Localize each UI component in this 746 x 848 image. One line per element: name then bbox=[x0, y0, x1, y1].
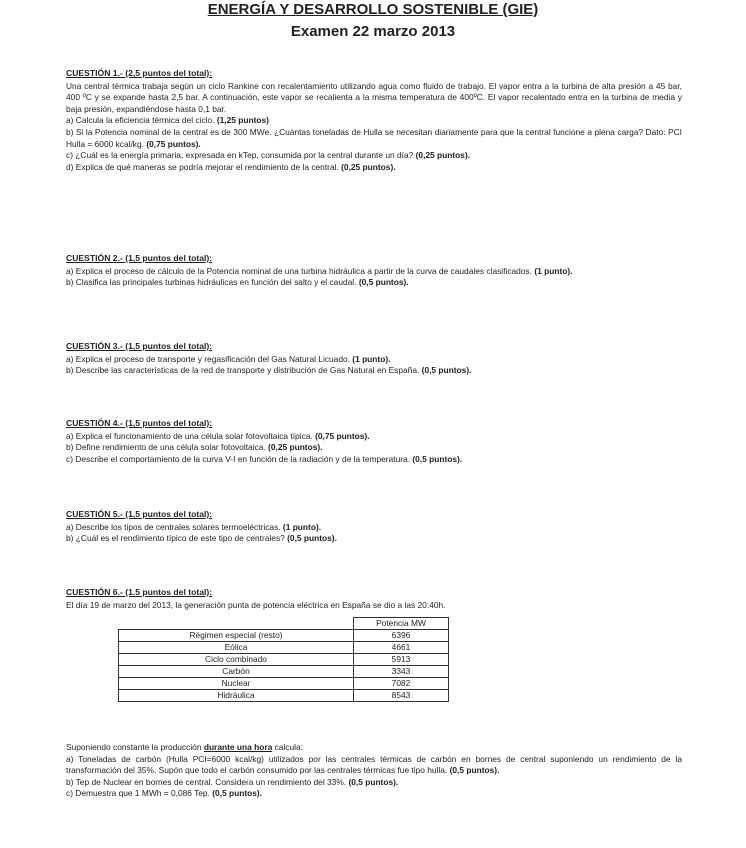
question-4-item-b: b) Define rendimiento de una célula solar fotovoltaica. (0,25 puntos). bbox=[66, 442, 323, 453]
question-2 bbox=[66, 253, 682, 289]
question-2-item-a: a) Explica el proceso de cálculo de la Potencia nominal de una turbina hidráulica a partir de la curva de caudales clasificados. (1 punto). bbox=[66, 265, 573, 276]
table-cell-source: Régimen especial (resto) bbox=[119, 630, 354, 642]
table-cell-source: Eólica bbox=[119, 642, 354, 654]
question-6-tasks bbox=[66, 742, 682, 800]
table-cell-source: Carbón bbox=[119, 666, 354, 678]
table-row bbox=[119, 678, 449, 690]
table-row bbox=[119, 690, 449, 702]
table-header-potencia: Potencia MW bbox=[354, 618, 449, 630]
question-6-heading: CUESTIÓN 6.- (1.5 puntos del total): bbox=[66, 587, 213, 597]
question-5-item-b: b) ¿Cuál es el rendimiento típico de este tipo de centrales? (0,5 puntos). bbox=[66, 533, 337, 544]
question-6-item-c: c) Demuestra que 1 MWh = 0,086 Tep. (0,5 puntos). bbox=[66, 788, 263, 799]
question-4-heading: CUESTIÓN 4.- (1,5 puntos del total): bbox=[66, 418, 213, 428]
question-1-item-a: a) Calcula la eficiencia térmica del ciclo. (1,25 puntos) bbox=[66, 115, 269, 126]
table-cell-source: Hidráulica bbox=[119, 690, 354, 702]
question-1-item-d: d) Explica de qué maneras se podría mejorar el rendimiento de la central. (0,25 puntos). bbox=[66, 161, 396, 172]
table-row bbox=[119, 654, 449, 666]
question-5-heading: CUESTIÓN 5.- (1,5 puntos del total): bbox=[66, 509, 213, 519]
question-3 bbox=[66, 341, 682, 377]
question-1-intro: Una central térmica trabaja según un ciclo Rankine con recalentamiento utilizando agua como fluido de trabajo. El vapor entra a la turbina de alta presión a 45 bar, 400 ºC y se expande hasta 2,5 bar. A continuación, este vapor se recalienta a la misma temperatura de 400ºC. El vapor recalentado entra en la turbina de media y baja presión, expandiéndose hasta 0,1 bar. bbox=[66, 80, 682, 114]
question-6-item-b: b) Tep de Nuclear en bornes de central. Considera un rendimiento del 33%. (0,5 puntos). bbox=[66, 776, 399, 787]
question-1 bbox=[66, 68, 682, 173]
question-6 bbox=[66, 587, 682, 611]
table-header-row bbox=[119, 618, 449, 630]
table-cell-value: 3343 bbox=[354, 666, 449, 678]
question-1-item-b: b) Si la Potencia nominal de la central es de 300 MWe. ¿Cuántas toneladas de Hulla se necesitan diariamente para que la central funcione a plena carga? Dato: PCI Hulla = 6000 kcal/kg. (0,75 puntos). bbox=[66, 126, 682, 149]
table-cell-value: 4661 bbox=[354, 642, 449, 654]
question-4-item-a: a) Explica el funcionamiento de una célula solar fotovoltaica típica. (0,75 puntos). bbox=[66, 430, 370, 441]
question-1-heading: CUESTIÓN 1.- (2,5 puntos del total): bbox=[66, 68, 213, 78]
question-5-item-a: a) Describe los tipos de centrales solares termoeléctricas. (1 punto). bbox=[66, 521, 322, 532]
question-6-intro: El día 19 de marzo del 2013, la generación punta de potencia eléctrica en España se dio a las 20:40h. bbox=[66, 599, 446, 610]
question-6-item-a: a) Toneladas de carbón (Hulla PCI=6000 kcal/kg) utilizados por las centrales térmicas de carbón en bornes de central suponiendo un rendimiento de la transformación del 35%. Supón que todo el carbón consumido por las centrales térmicas fue tipo hulla. (0,5 puntos). bbox=[66, 753, 682, 776]
table-row bbox=[119, 630, 449, 642]
table-cell-value: 6396 bbox=[354, 630, 449, 642]
table-row bbox=[119, 642, 449, 654]
question-2-heading: CUESTIÓN 2.- (1,5 puntos del total): bbox=[66, 253, 213, 263]
question-6-suppose: Suponiendo constante la producción durante una hora calcula: bbox=[66, 742, 303, 752]
table-cell-value: 8543 bbox=[354, 690, 449, 702]
table-cell-value: 7082 bbox=[354, 678, 449, 690]
question-3-heading: CUESTIÓN 3.- (1,5 puntos del total): bbox=[66, 341, 213, 351]
question-5 bbox=[66, 509, 682, 545]
table-cell-source: Nuclear bbox=[119, 678, 354, 690]
table-row bbox=[119, 666, 449, 678]
question-4 bbox=[66, 418, 682, 465]
question-1-item-c: c) ¿Cuál es la energía primaria, expresada en kTep, consumida por la central durante un día? (0,25 puntos). bbox=[66, 150, 471, 161]
document-title: ENERGÍA Y DESARROLLO SOSTENIBLE (GIE) bbox=[207, 1, 539, 18]
question-3-item-b: b) Describe las características de la red de transporte y distribución de Gas Natural en España. (0,5 puntos). bbox=[66, 365, 472, 376]
table-cell-source: Ciclo combinado bbox=[119, 654, 354, 666]
question-3-item-a: a) Explica el proceso de transporte y regasificación del Gas Natural Licuado. (1 punto). bbox=[66, 353, 391, 364]
generation-table bbox=[118, 617, 449, 702]
question-2-item-b: b) Clasifica las principales turbinas hidráulicas en función del salto y el caudal. (0,5 puntos). bbox=[66, 277, 409, 288]
document-subtitle: Examen 22 marzo 2013 bbox=[290, 23, 456, 40]
table-cell-value: 5913 bbox=[354, 654, 449, 666]
table-header-blank bbox=[119, 618, 354, 630]
question-4-item-c: c) Describe el comportamiento de la curva V-I en función de la radiación y de la temperatura. (0,5 puntos). bbox=[66, 453, 463, 464]
